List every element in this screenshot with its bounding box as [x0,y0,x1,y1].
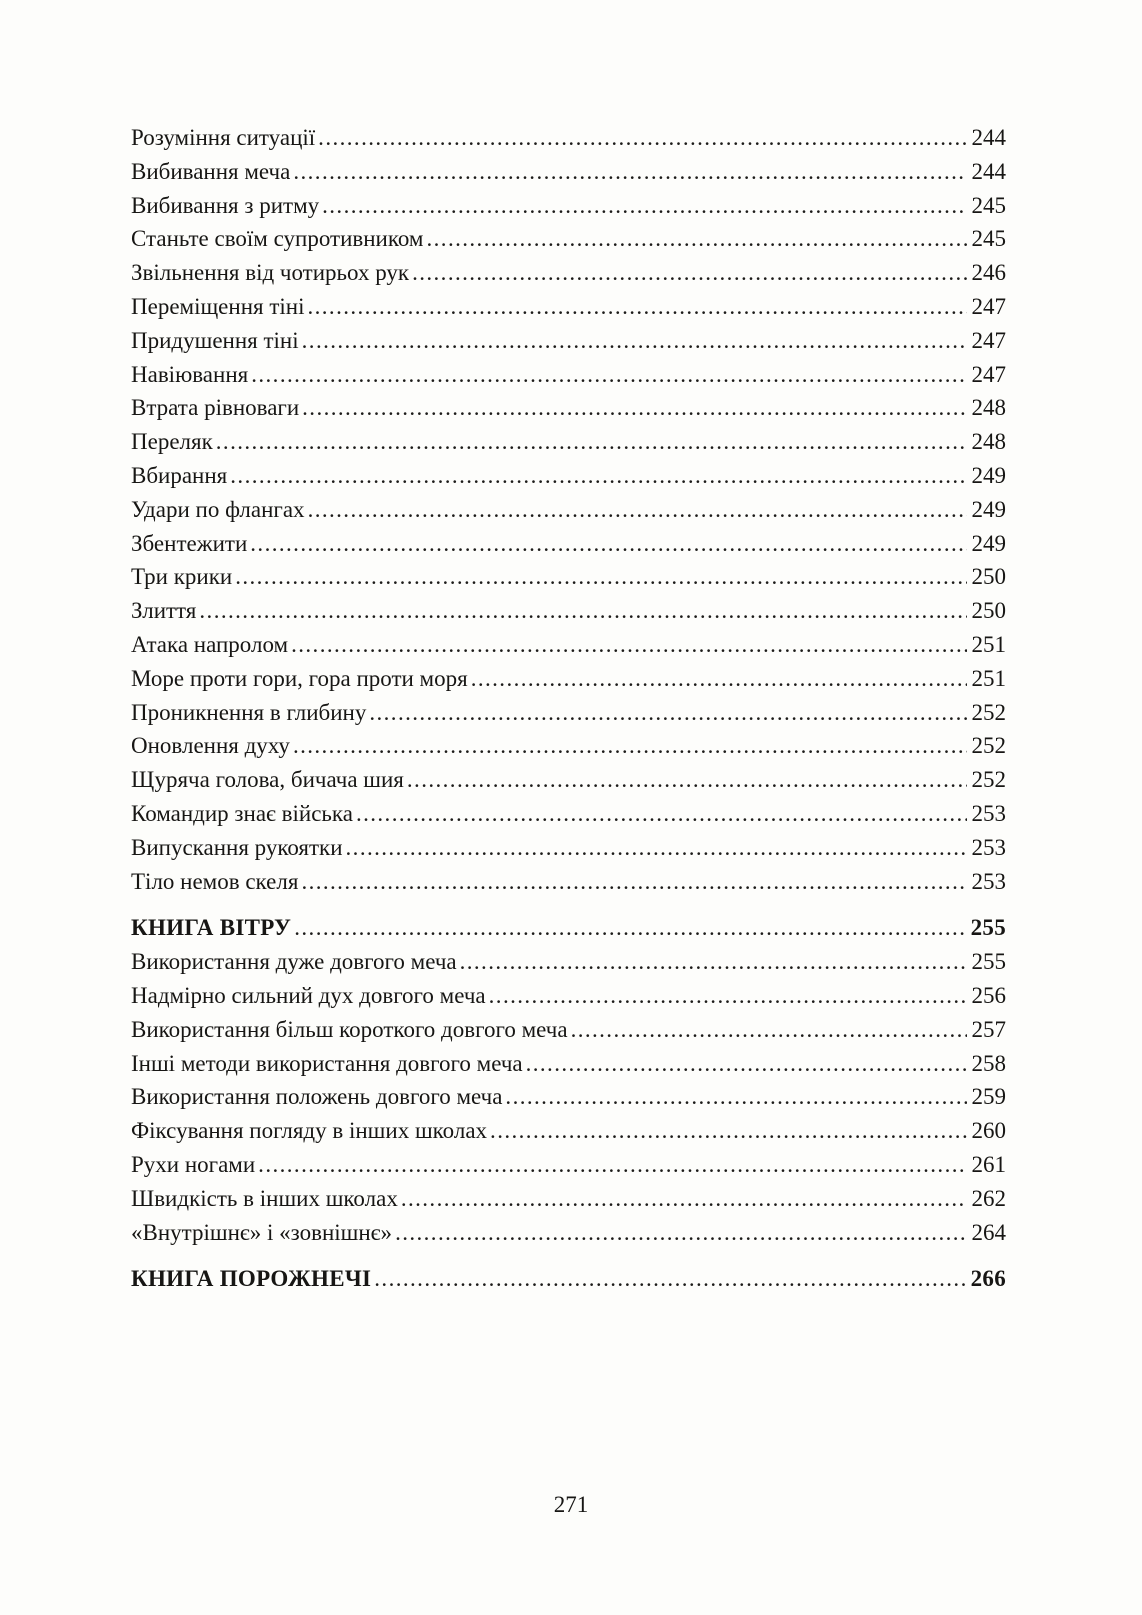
toc-entry-title: Щуряча голова, бичача шия [131,767,404,793]
toc-entry [131,290,1006,324]
toc-entry-page-number: 245 [971,192,1006,218]
dot-leader [395,1216,966,1250]
toc-entry-page-number: 255 [971,949,1006,975]
toc-entry-title: Командир знає війська [131,800,353,826]
toc-entry-title: Надмірно сильний дух довгого меча [131,982,486,1008]
toc-entry-title: Швидкість в інших школах [131,1185,398,1211]
toc-entry-title: Рухи ногами [131,1151,256,1177]
toc-entry-page-number: 248 [971,395,1006,421]
dot-leader [294,911,965,945]
dot-leader [489,979,967,1013]
dot-leader [427,222,967,256]
toc-entry-page-number: 253 [971,868,1006,894]
toc [131,121,1006,1296]
dot-leader [199,594,966,628]
toc-entry-page-number: 251 [971,631,1006,657]
toc-entry-title: Тіло немов скеля [131,868,299,894]
toc-entry-page-number: 262 [971,1185,1006,1211]
toc-entry-title: Фіксування погляду в інших школах [131,1118,488,1144]
dot-leader [235,560,966,594]
toc-entry-title: Використання більш короткого довгого меча [131,1016,568,1042]
toc-entry-title: Вибивання меча [131,158,291,184]
toc-entry [131,945,1006,979]
toc-entry-title: Море проти гори, гора проти моря [131,665,468,691]
toc-entry-title: Розуміння ситуації [131,125,316,150]
toc-entry-page-number: 247 [971,361,1006,387]
toc-entry-title: Збентежити [131,530,248,556]
toc-entry-title: Інші методи використання довгого меча [131,1050,523,1076]
dot-leader [250,527,966,561]
toc-entry [131,459,1006,493]
toc-entry-page-number: 250 [971,564,1006,590]
toc-entry [131,865,1006,899]
toc-entry-page-number: 246 [971,260,1006,286]
toc-entry [131,594,1006,628]
toc-entry [131,1182,1006,1216]
toc-entry-page-number: 253 [971,834,1006,860]
dot-leader [302,391,966,425]
toc-entry-page-number: 247 [971,293,1006,319]
dot-leader [293,155,966,189]
toc-entry-page-number: 261 [971,1151,1006,1177]
toc-entry-page-number: 258 [971,1050,1006,1076]
toc-entry-page-number: 252 [971,767,1006,793]
toc-entry-title: Придушення тіні [131,327,299,353]
dot-leader [471,662,967,696]
toc-entry [131,1047,1006,1081]
toc-entry [131,527,1006,561]
toc-entry-page-number: 255 [970,915,1006,941]
dot-leader [251,358,966,392]
dot-leader [301,865,966,899]
dot-leader [505,1080,966,1114]
dot-leader [356,797,967,831]
toc-entry-page-number: 244 [971,125,1006,150]
toc-entry-page-number: 253 [971,800,1006,826]
toc-entry [131,1080,1006,1114]
toc-entry [131,1114,1006,1148]
toc-entry [131,662,1006,696]
dot-leader [374,1262,965,1296]
toc-entry-title: Три крики [131,564,233,590]
toc-entry-page-number: 259 [971,1084,1006,1110]
toc-entry-page-number: 249 [971,462,1006,488]
dot-leader [307,290,966,324]
toc-entry-page-number: 257 [971,1016,1006,1042]
toc-entry [131,831,1006,865]
toc-entry-page-number: 247 [971,327,1006,353]
toc-entry-page-number: 250 [971,598,1006,624]
page-number: 271 [553,1492,589,1517]
dot-leader [322,189,966,223]
dot-leader [302,324,967,358]
dot-leader [490,1114,966,1148]
toc-entry-page-number: 252 [971,699,1006,725]
toc-entry-page-number: 245 [971,226,1006,252]
dot-leader [346,831,967,865]
toc-entry-title: Оновлення духу [131,733,290,759]
toc-entry-title: Переляк [131,429,213,455]
toc-entry-title: Станьте своїм супротивником [131,226,424,252]
toc-entry-title: Атака напролом [131,631,289,657]
toc-entry [131,763,1006,797]
toc-entry [131,729,1006,763]
toc-entry-page-number: 251 [971,665,1006,691]
toc-entry-page-number: 256 [971,982,1006,1008]
toc-entry-title: Навіювання [131,361,249,387]
toc-entry [131,189,1006,223]
toc-entry-title: Звільнення від чотирьох рук [131,260,410,286]
dot-leader [293,729,967,763]
dot-leader [369,696,966,730]
toc-entry [131,425,1006,459]
toc-entry-title: Вибивання з ритму [131,192,320,218]
dot-leader [230,459,966,493]
toc-entry-title: Вбирання [131,462,228,488]
toc-entry-page-number: 248 [971,429,1006,455]
dot-leader [258,1148,966,1182]
toc-entry [131,256,1006,290]
dot-leader [571,1013,967,1047]
toc-entry-page-number: 244 [971,158,1006,184]
toc-entry-title: КНИГА ВІТРУ [131,915,292,941]
dot-leader [407,763,967,797]
toc-entry-title: Проникнення в глибину [131,699,367,725]
toc-entry [131,1216,1006,1250]
toc-entry [131,1148,1006,1182]
toc-entry-title: Злиття [131,598,197,624]
toc-entry-page-number: 264 [971,1219,1006,1245]
toc-entry-title: Втрата рівноваги [131,395,300,421]
dot-leader [526,1047,967,1081]
toc-entry [131,797,1006,831]
toc-entry-page-number: 260 [971,1118,1006,1144]
dot-leader [460,945,967,979]
toc-entry-title: «Внутрішнє» і «зовнішнє» [131,1219,393,1245]
dot-leader [308,493,967,527]
toc-entry [131,1013,1006,1047]
toc-entry [131,696,1006,730]
toc-entry-page-number: 266 [970,1266,1006,1292]
toc-section-header [131,911,1006,945]
toc-section-header [131,1262,1006,1296]
toc-entry-title: Використання дуже довгого меча [131,949,457,975]
dot-leader [216,425,967,459]
toc-entry [131,628,1006,662]
toc-entry-title: Переміщення тіні [131,293,305,319]
toc-entry [131,358,1006,392]
dot-leader [412,256,966,290]
toc-entry [131,222,1006,256]
toc-entry-page-number: 249 [971,530,1006,556]
toc-entry-title: Удари по флангах [131,496,305,522]
dot-leader [318,121,966,155]
dot-leader [401,1182,967,1216]
toc-entry [131,391,1006,425]
toc-entry-page-number: 252 [971,733,1006,759]
toc-entry [131,560,1006,594]
dot-leader [291,628,966,662]
toc-entry-page-number: 249 [971,496,1006,522]
toc-entry [131,493,1006,527]
toc-entry-title: Використання положень довгого меча [131,1084,503,1110]
toc-entry [131,155,1006,189]
toc-entry [131,121,1006,155]
toc-entry-title: КНИГА ПОРОЖНЕЧІ [131,1266,372,1292]
toc-entry-title: Випускання рукоятки [131,834,343,860]
toc-entry [131,979,1006,1013]
toc-entry [131,324,1006,358]
